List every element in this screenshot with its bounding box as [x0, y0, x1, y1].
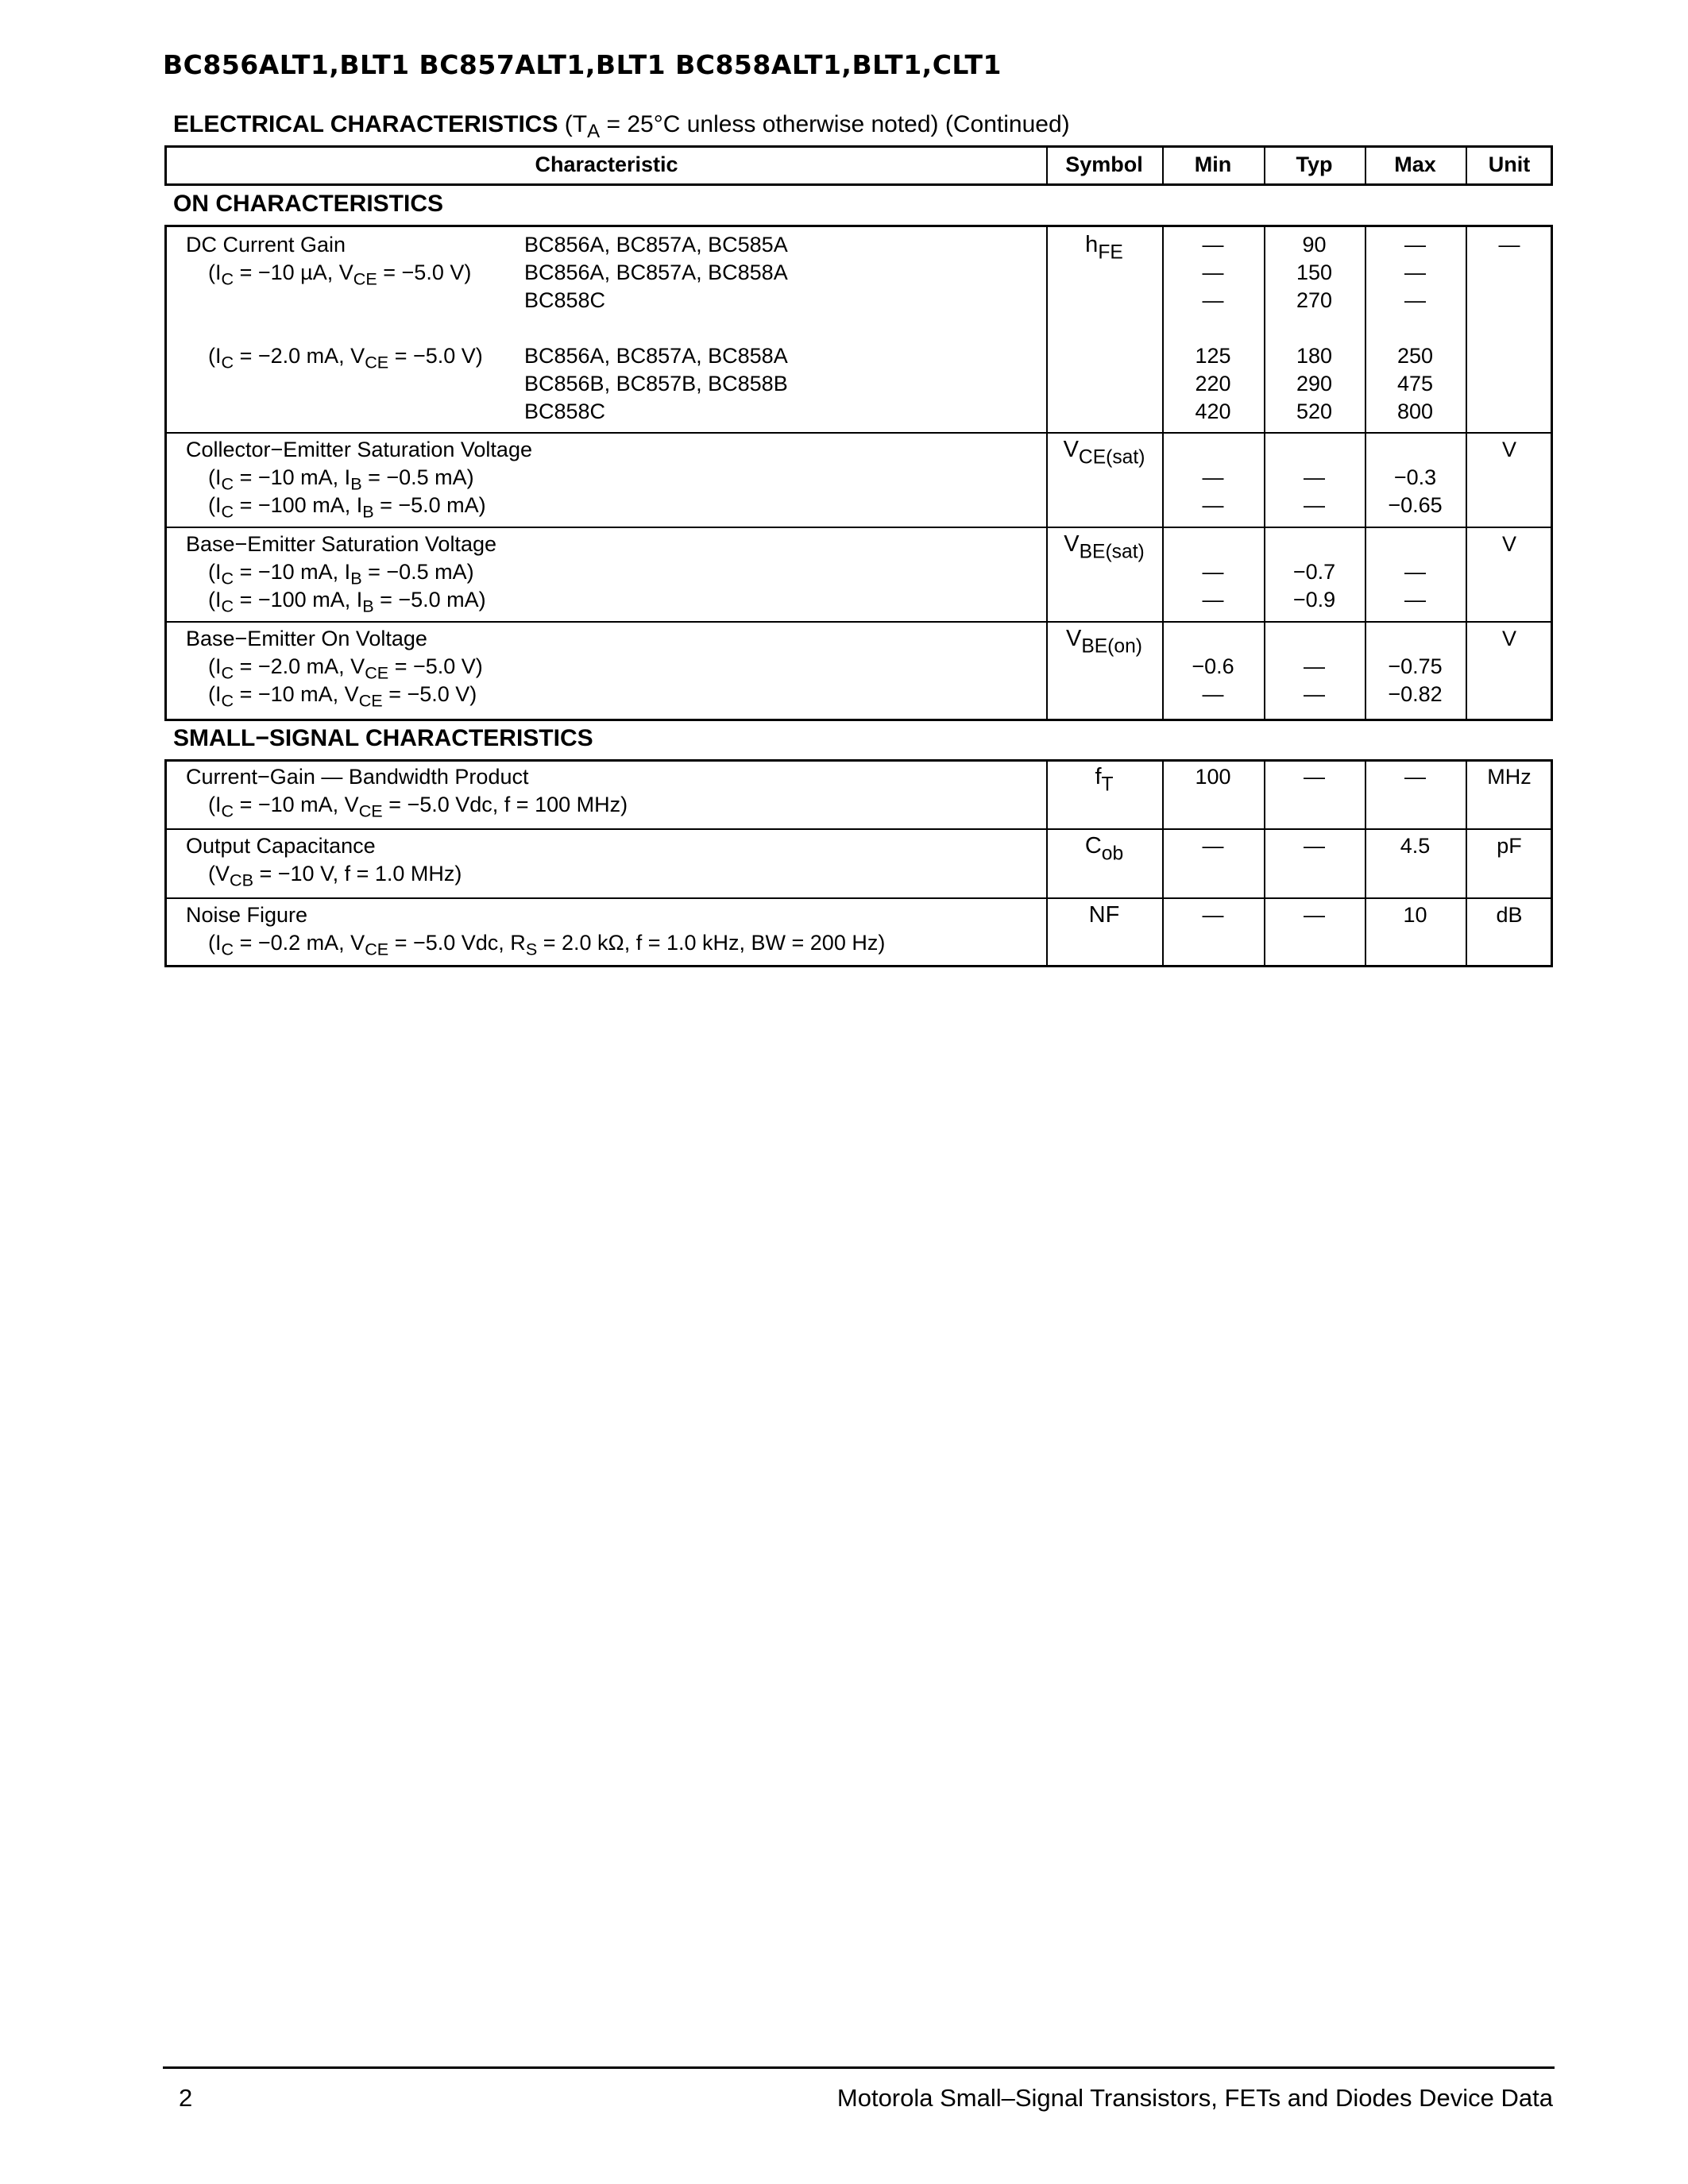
device-list: BC858C — [524, 399, 606, 423]
max-value: 10 — [1403, 903, 1427, 927]
vce-sat-condition-1: ($I_C = -10$ mA, $I_B = -0.5$ mA) — [208, 465, 474, 494]
typ-value: −0.7 — [1292, 560, 1336, 584]
unit-value: V — [1501, 627, 1516, 650]
column-typ: Typ — [1296, 152, 1333, 176]
document-title: BC856ALT1,BLT1 BC857ALT1,BLT1 BC858ALT1,BLT1,CLT1 — [163, 49, 1002, 80]
unit-value: V — [1501, 438, 1516, 461]
typ-value: 90 — [1302, 233, 1327, 257]
ft-condition: ($I_C = -10$ mA, $V_{CE} = -5.0$ Vdc, f = 100 MHz) — [208, 793, 628, 821]
symbol-vbe-on: $V_{BE(on)}$ — [1065, 626, 1143, 658]
column-min: Min — [1194, 152, 1232, 176]
electrical-characteristics-heading — [173, 111, 1070, 143]
column-unit: Unit — [1488, 152, 1531, 176]
table-header — [164, 145, 1553, 186]
page-number: 2 — [179, 2084, 193, 2112]
max-value: −0.3 — [1393, 465, 1437, 489]
nf-label: Noise Figure — [186, 903, 308, 927]
section-small-signal-characteristics: SMALL−SIGNAL CHARACTERISTICS — [173, 725, 593, 751]
min-value: 100 — [1195, 765, 1231, 789]
symbol-cob: $C_{ob}$ — [1084, 833, 1124, 865]
unit-value: MHz — [1487, 765, 1532, 789]
footer-publication: Motorola Small–Signal Transistors, FETs and Diodes Device Data — [836, 2084, 1553, 2112]
symbol-vbe-sat: $V_{BE(sat)}$ — [1064, 531, 1145, 563]
typ-value: — — [1304, 465, 1325, 489]
typ-value: −0.9 — [1292, 588, 1336, 612]
max-value: — — [1404, 765, 1426, 789]
symbol-vce-sat: $V_{CE(sat)}$ — [1063, 437, 1145, 469]
column-max: Max — [1394, 152, 1436, 176]
vbe-sat-condition-1: ($I_C = -10$ mA, $I_B = -0.5$ mA) — [208, 560, 474, 588]
vbe-sat-condition-2: ($I_C = -100$ mA, $I_B = -5.0$ mA) — [208, 588, 486, 616]
dc-current-gain-label: DC Current Gain — [186, 233, 346, 257]
max-value: −0.82 — [1388, 682, 1443, 706]
vce-sat-condition-2: ($I_C = -100$ mA, $I_B = -5.0$ mA) — [208, 493, 486, 522]
min-value: — — [1202, 903, 1224, 927]
footer-divider — [163, 2066, 1555, 2069]
unit-value: pF — [1497, 834, 1522, 858]
heading-bold: ELECTRICAL CHARACTERISTICS — [173, 111, 558, 137]
unit-value: — — [1498, 233, 1520, 257]
typ-value: — — [1304, 493, 1325, 517]
cob-condition: ($V_{CB} = -10$ V, f = 1.0 MHz) — [208, 862, 462, 890]
dc-gain-condition-1: ($I_C = -10$ µA, $V_{CE} = -5.0$ V) — [208, 260, 472, 289]
max-value: — — [1404, 233, 1426, 257]
heading-note: ($T_A = 25^\circ C$ unless otherwise noted) (Continued) — [564, 111, 1070, 143]
ft-label: Current−Gain — Bandwidth Product — [186, 765, 529, 789]
typ-value: 270 — [1296, 288, 1333, 312]
typ-value: — — [1304, 834, 1325, 858]
column-symbol: Symbol — [1065, 152, 1143, 176]
device-list: BC856A, BC857A, BC858A — [524, 344, 788, 368]
symbol-nf: NF — [1088, 902, 1120, 928]
typ-value: — — [1304, 654, 1325, 678]
max-value: 475 — [1396, 372, 1434, 396]
device-list: BC856A, BC857A, BC858A — [524, 260, 788, 284]
min-value: 125 — [1195, 344, 1231, 368]
device-list: BC856A, BC857A, BC585A — [524, 233, 788, 257]
vce-sat-label: Collector−Emitter Saturation Voltage — [186, 438, 532, 461]
max-value: −0.75 — [1388, 654, 1443, 678]
max-value: −0.65 — [1388, 493, 1443, 517]
typ-value: 150 — [1296, 260, 1333, 284]
min-value: — — [1202, 560, 1224, 584]
min-value: 220 — [1195, 372, 1231, 396]
max-value: — — [1404, 288, 1426, 312]
section-on-characteristics: ON CHARACTERISTICS — [173, 191, 444, 217]
typ-value: 520 — [1296, 399, 1333, 423]
min-value: — — [1202, 260, 1224, 284]
typ-value: — — [1304, 765, 1325, 789]
nf-condition: ($I_C = -0.2$ mA, $V_{CE} = -5.0$ Vdc, $R_S = 2.0$ kΩ, f = 1.0 kHz, BW = 200 Hz) — [208, 931, 886, 959]
vbe-sat-label: Base−Emitter Saturation Voltage — [186, 532, 496, 556]
max-value: — — [1404, 560, 1426, 584]
symbol-hfe: $h_{FE}$ — [1085, 232, 1123, 264]
column-characteristic: Characteristic — [535, 152, 678, 176]
min-value: — — [1202, 233, 1224, 257]
typ-value: — — [1304, 682, 1325, 706]
symbol-ft: $f_T$ — [1095, 764, 1114, 796]
max-value: 250 — [1396, 344, 1434, 368]
min-value: — — [1202, 288, 1224, 312]
min-value: — — [1202, 588, 1224, 612]
max-value: 4.5 — [1400, 834, 1431, 858]
cob-label: Output Capacitance — [186, 834, 376, 858]
min-value: −0.6 — [1192, 654, 1234, 678]
vbe-on-condition-2: ($I_C = -10$ mA, $V_{CE} = -5.0$ V) — [208, 682, 477, 711]
characteristics-table — [164, 145, 1553, 967]
typ-value: 180 — [1296, 344, 1333, 368]
typ-value: — — [1304, 903, 1325, 927]
vbe-on-label: Base−Emitter On Voltage — [186, 627, 427, 650]
max-value: 800 — [1396, 399, 1434, 423]
min-value: — — [1202, 682, 1224, 706]
small-signal-block — [164, 759, 1553, 967]
unit-value: V — [1501, 532, 1516, 556]
min-value: — — [1202, 493, 1224, 517]
min-value: — — [1202, 834, 1224, 858]
min-value: — — [1202, 465, 1224, 489]
typ-value: 290 — [1296, 372, 1333, 396]
on-characteristics-block — [164, 225, 1553, 721]
vbe-on-condition-1: ($I_C = -2.0$ mA, $V_{CE} = -5.0$ V) — [208, 654, 483, 683]
max-value: — — [1404, 260, 1426, 284]
min-value: 420 — [1195, 399, 1231, 423]
unit-value: dB — [1496, 903, 1523, 927]
dc-gain-condition-2: ($I_C = -2.0$ mA, $V_{CE} = -5.0$ V) — [208, 344, 483, 372]
device-list: BC856B, BC857B, BC858B — [524, 372, 788, 396]
device-list: BC858C — [524, 288, 606, 312]
max-value: — — [1404, 588, 1426, 612]
